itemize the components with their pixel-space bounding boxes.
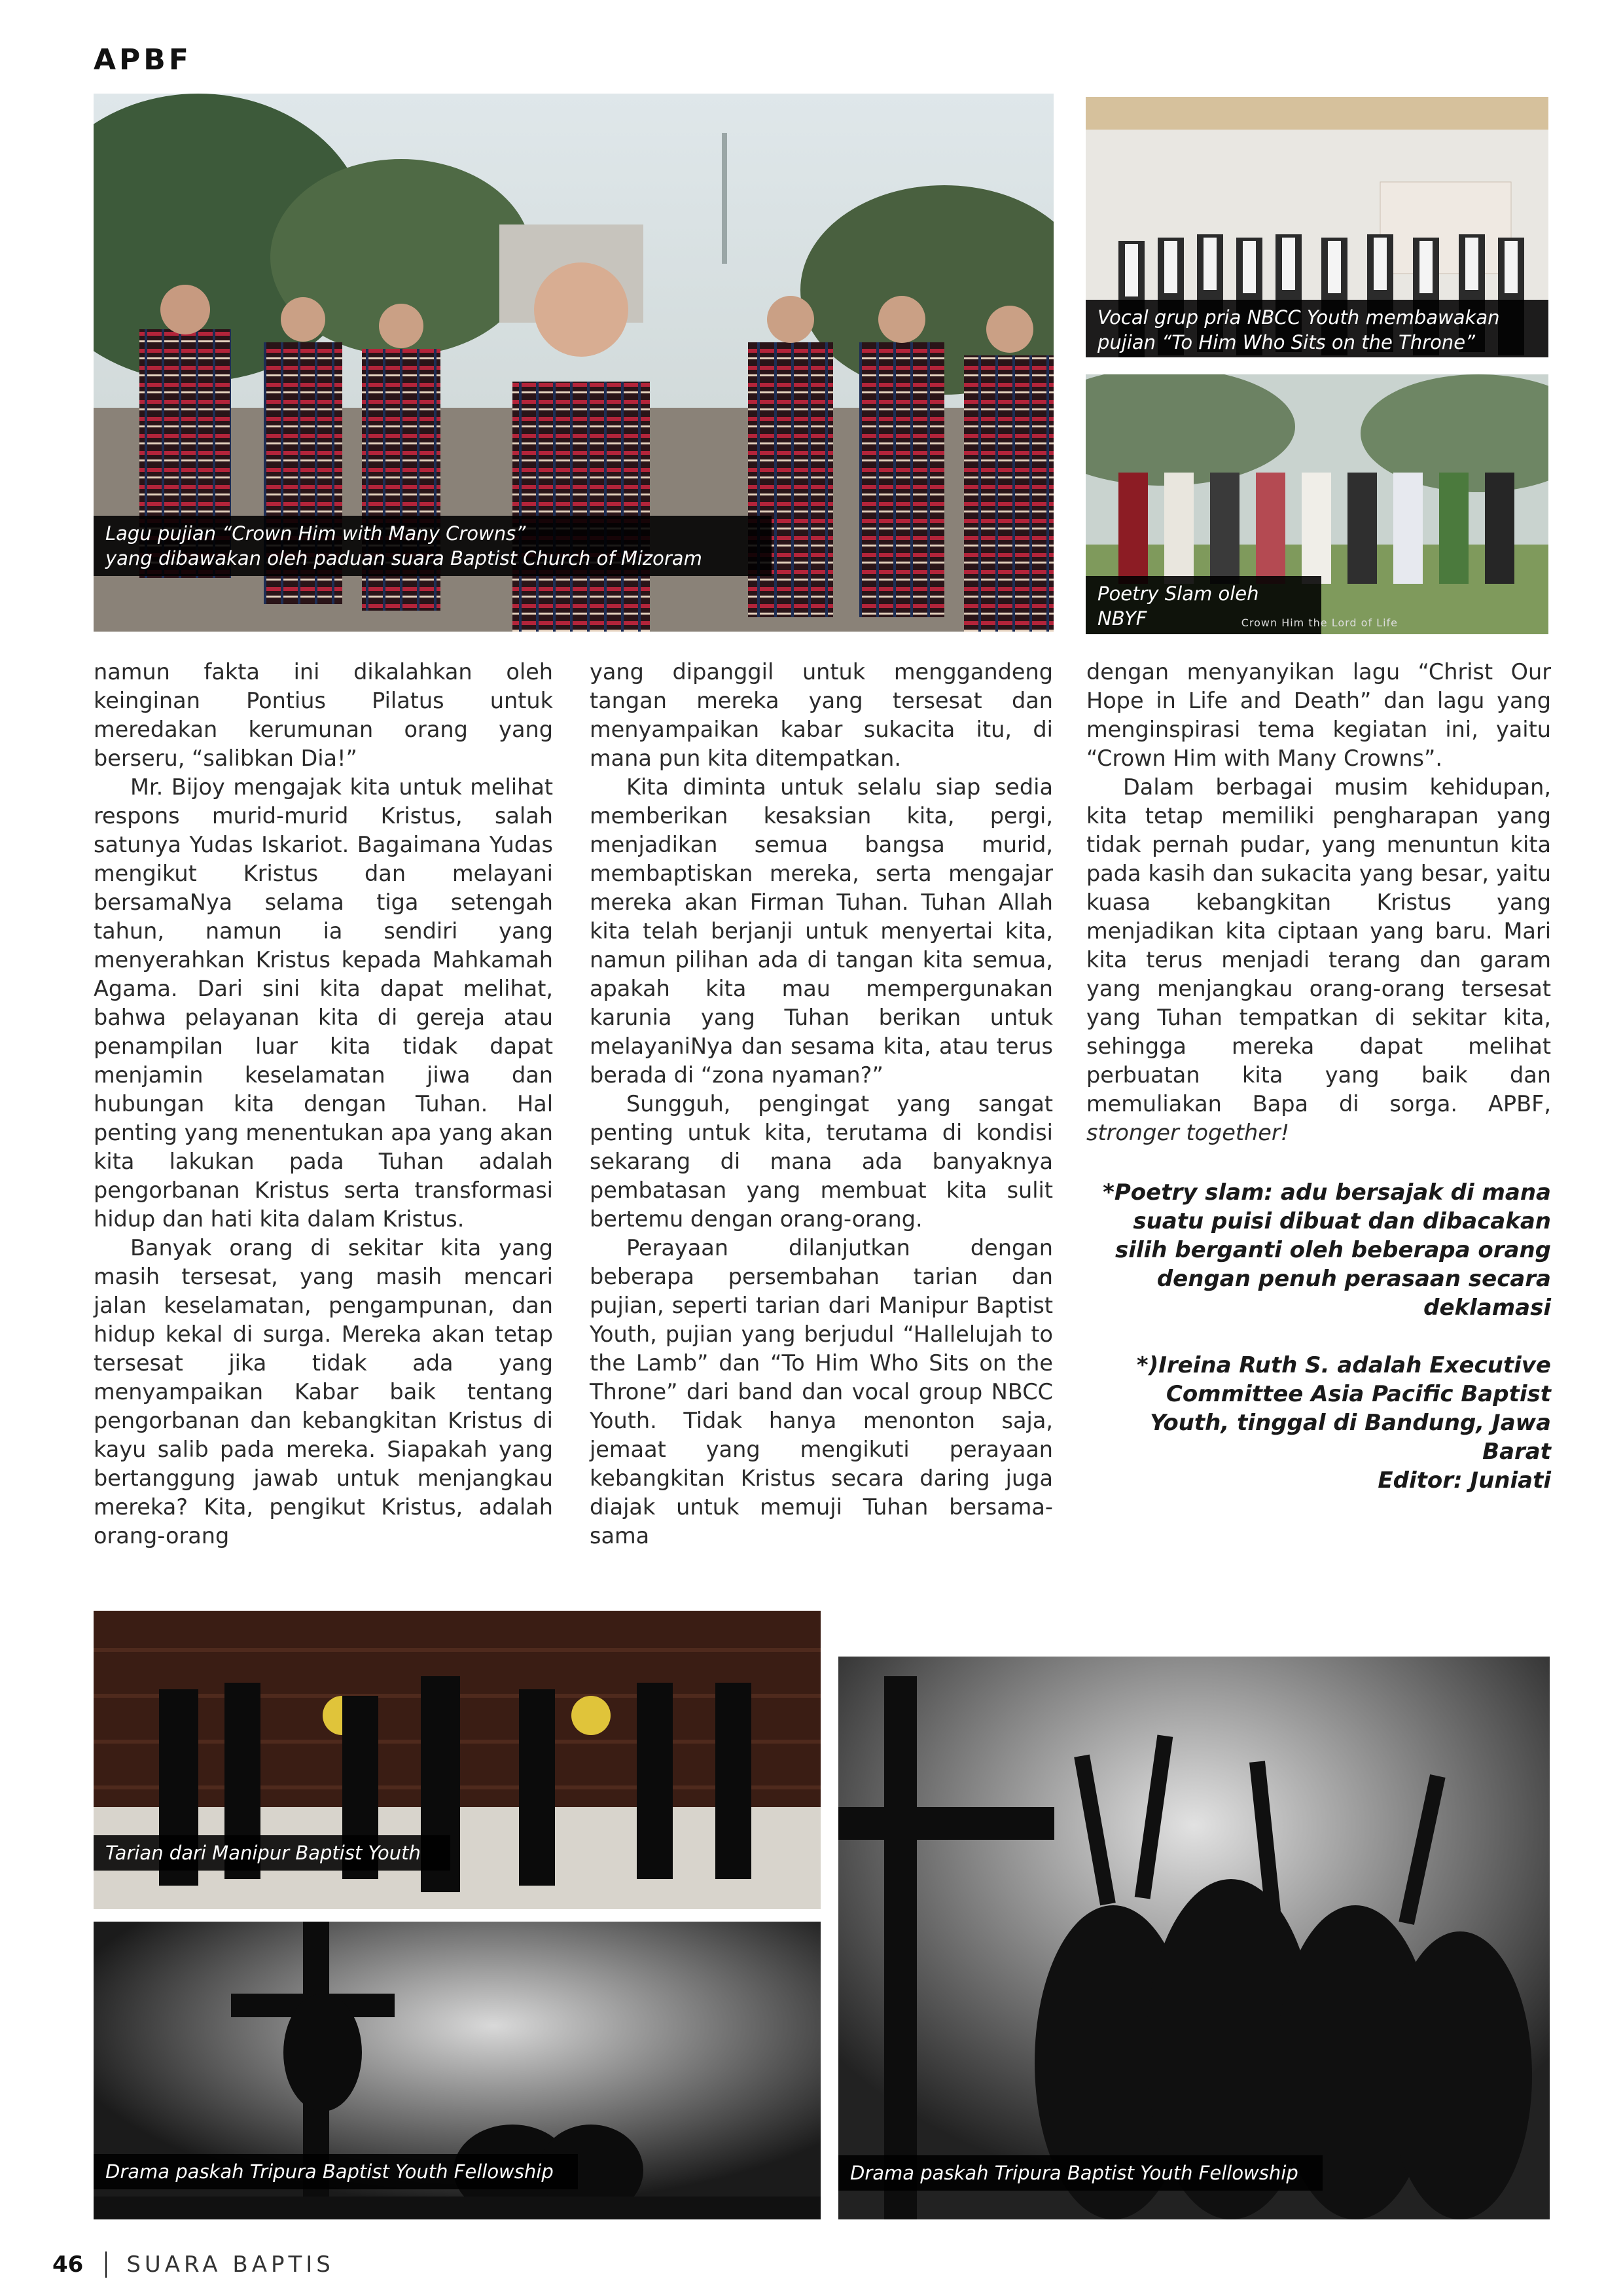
article-column-3 [1086, 658, 1551, 1147]
paragraph: Kita diminta untuk selalu siap sedia memberikan kesaksian kita, pergi, menjadikan semua bangsa murid, membaptiskan mereka, serta mengajar mereka akan Firman Tuhan. Tuhan Allah kita telah berjanji untuk menyertai kita, namun pilihan ada di tangan kita semua, apakah kita mau mempergunakan karunia yang Tuhan berikan untuk melayaniNya dan sesama kita, atau terus berada di “zona nyaman?” [590, 774, 1053, 1088]
caption-line: yang dibawakan oleh paduan suara Baptist Church of Mizoram [105, 547, 702, 569]
paragraph: dengan menyanyikan lagu “Christ Our Hope in Life and Death” dan lagu yang menginspirasi tema kegiatan ini, yaitu “Crown Him with Many Crowns”. [1086, 659, 1551, 771]
photo-drama-left [94, 1922, 821, 2219]
paragraph: yang dipanggil untuk menggandeng tangan mereka yang tersesat dan menyampaikan kabar sukacita itu, di mana pun kita ditempatkan. [590, 659, 1053, 771]
photo-vocal-group [1086, 97, 1548, 357]
magazine-name: SUARA BAPTIS [126, 2251, 334, 2278]
poetry-slam-note: *Poetry slam: adu bersajak di mana suatu puisi dibuat dan dibacakan silih berganti oleh beberapa orang dengan penuh perasaan secara deklamasi [1103, 1179, 1551, 1321]
photo-caption [838, 2155, 1323, 2191]
footer-divider [105, 2251, 107, 2278]
caption-line: Vocal grup pria NBCC Youth membawakan [1097, 306, 1500, 329]
paragraph: Banyak orang di sekitar kita yang masih tersesat, yang masih mencari jalan keselamatan, pengampunan, dan hidup kekal di surga. Mereka akan tetap tersesat jika tidak ada yang menyampaikan Kabar baik tentang pengorbanan dan kebangkitan Kristus di kayu salib pada mereka. Siapakah yang bertanggung jawab untuk menjangkau mereka? Kita, pengikut Kristus, adalah orang-orang [94, 1235, 553, 1549]
author-note: *)Ireina Ruth S. adalah Executive Committee Asia Pacific Baptist Youth, tinggal di Bandung, Jawa Barat [1136, 1352, 1551, 1465]
caption-line: Tarian dari Manipur Baptist Youth [105, 1842, 421, 1864]
photo-drama-right [838, 1657, 1550, 2219]
page-number: 46 [52, 2251, 84, 2278]
paragraph: Perayaan dilanjutkan dengan beberapa persembahan tarian dan pujian, seperti tarian dari Manipur Baptist Youth, pujian yang berjudul “Hallelujah to the Lamb” dan “To Him Who Sits on the Throne” dari band dan vocal group NBCC Youth. Tidak hanya menonton saja, jemaat yang mengikuti perayaan kebangkitan Kristus secara daring juga diajak untuk memuji Tuhan bersama-sama [590, 1235, 1053, 1549]
photo-mizoram-choir [94, 94, 1054, 632]
caption-line: pujian “To Him Who Sits on the Throne” [1097, 331, 1476, 353]
photo-caption [94, 516, 772, 576]
paragraph: Mr. Bijoy mengajak kita untuk melihat respons murid-murid Kristus, salah satunya Yudas Iskariot. Bagaimana Yudas mengikut Kristus dan melayani bersamaNya selama tiga setengah tahun, namun ia sendiri yang menyerahkan Kristus kepada Mahkamah Agama. Dari sini kita dapat melihat, bahwa pelayanan kita di gereja atau penampilan luar kita tidak dapat menjamin keselamatan jiwa dan hubungan kita dengan Tuhan. Hal penting yang menentukan apa yang akan kita lakukan pada Tuhan adalah pengorbanan Kristus serta transformasi hidup dan hati kita dalam Kristus. [94, 774, 553, 1232]
photo-caption [94, 2154, 578, 2189]
paragraph: Sungguh, pengingat yang sangat penting untuk kita, terutama di kondisi sekarang di mana ada banyaknya pembatasan yang membuat kita sulit bertemu dengan orang-orang. [590, 1091, 1053, 1232]
editor-note: Editor: Juniati [1378, 1467, 1551, 1494]
closing-phrase: stronger together! [1086, 1120, 1290, 1145]
photo-watermark: Crown Him the Lord of Life [1241, 617, 1398, 629]
article-notes [1086, 1178, 1551, 1524]
page-footer [52, 2251, 334, 2278]
article-column-2 [590, 658, 1053, 1551]
photo-manipur-dance [94, 1611, 821, 1909]
section-tag: APBF [94, 43, 192, 77]
paragraph-text: Dalam berbagai musim kehidupan, kita tetap memiliki pengharapan yang tidak pernah pudar, yang menuntun kita pada kasih dan sukacita yang besar, yaitu kuasa kebangkitan Kristus yang menjadikan kita ciptaan yang baru. Mari kita terus menjadi terang dan garam yang menjangkau orang-orang tersesat yang Tuhan tempatkan di sekitar kita, sehingga mereka dapat melihat perbuatan kita yang baik dan memuliakan Bapa di sorga. APBF, [1086, 774, 1551, 1117]
caption-line: Poetry Slam oleh NBYF [1097, 583, 1259, 630]
photo-poetry-slam [1086, 374, 1548, 634]
caption-line: Drama paskah Tripura Baptist Youth Fellowship [850, 2162, 1298, 2184]
caption-line: Drama paskah Tripura Baptist Youth Fellowship [105, 2161, 554, 2183]
photo-caption [1086, 300, 1548, 357]
article-column-1 [94, 658, 553, 1551]
paragraph [1086, 773, 1551, 1147]
paragraph: namun fakta ini dikalahkan oleh keinginan Pontius Pilatus untuk meredakan kerumunan orang yang berseru, “salibkan Dia!” [94, 659, 553, 771]
photo-caption [94, 1835, 450, 1871]
caption-line: Lagu pujian “Crown Him with Many Crowns” [105, 522, 526, 545]
